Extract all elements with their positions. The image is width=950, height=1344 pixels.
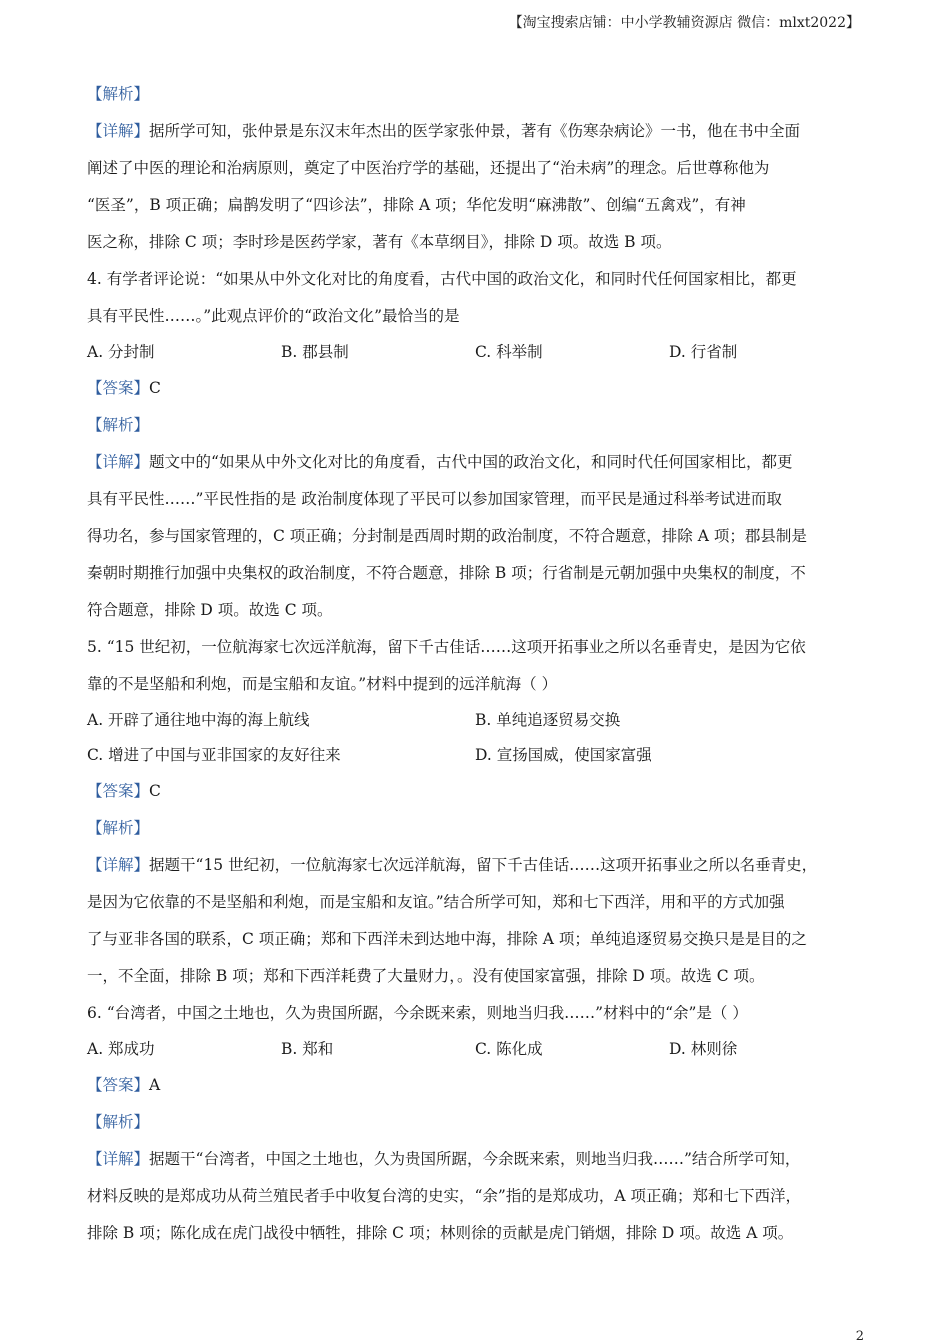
detail-line: 排除 B 项；陈化成在虎门战役中牺牲，排除 C 项；林则徐的贡献是虎门销烟，排除 D 项。故选 A 项。 [87, 1224, 794, 1242]
detail-line: 具有平民性……”平民性指的是 政治制度体现了平民可以参加国家管理，而平民是通过科举考试进而取 [87, 490, 782, 508]
question-4-stem: 具有平民性……。”此观点评价的“政治文化”最恰当的是 [87, 307, 460, 325]
option-d: D. 宣扬国威，使国家富强 [475, 746, 652, 764]
option-d: D. 行省制 [669, 343, 738, 361]
option-b: B. 单纯追逐贸易交换 [475, 711, 621, 729]
detail-line: 【详解】题文中的“如果从中外文化对比的角度看，古代中国的政治文化，和同时代任何国家相比，都更 [87, 453, 793, 471]
question-6-options [87, 1032, 877, 1067]
question-5-options [87, 738, 877, 773]
option-b: B. 郑和 [281, 1040, 334, 1058]
question-6-stem: 6. “台湾者，中国之土地也，久为贵国所踞，今余既来索，则地当归我……”材料中的“余”是（ ） [87, 1004, 748, 1022]
detail-line: 秦朝时期推行加强中央集权的政治制度，不符合题意，排除 B 项；行省制是元朝加强中央集权的制度，不 [87, 564, 806, 582]
detail-line: 符合题意，排除 D 项。故选 C 项。 [87, 601, 333, 619]
detail-line: 材料反映的是郑成功从荷兰殖民者手中收复台湾的史实，“余”指的是郑成功，A 项正确；郑和七下西洋， [87, 1187, 801, 1205]
detail-line: 了与亚非各国的联系，C 项正确；郑和下西洋未到达地中海，排除 A 项；单纯追逐贸易交换只是是目的之 [87, 930, 807, 948]
question-4-stem: 4. 有学者评论说：“如果从中外文化对比的角度看，古代中国的政治文化，和同时代任何国家相比，都更 [87, 270, 797, 288]
question-5-stem: 5. “15 世纪初，一位航海家七次远洋航海，留下千古佳话……这项开拓事业之所以名垂青史，是因为它依 [87, 638, 806, 656]
analysis-label: 【解析】 [87, 416, 150, 434]
analysis-label: 【解析】 [87, 819, 150, 837]
detail-line: 阐述了中医的理论和治病原则，奠定了中医治疗学的基础，还提出了“治未病”的理念。后世尊称他为 [87, 159, 770, 177]
option-b: B. 郡县制 [281, 343, 349, 361]
option-c: C. 陈化成 [475, 1040, 543, 1058]
option-a: A. 分封制 [87, 343, 155, 361]
page-header: 【淘宝搜索店铺：中小学教辅资源店 微信：mlxt2022】 [508, 15, 860, 31]
answer-line: 【答案】C [87, 379, 161, 397]
detail-line: 得功名，参与国家管理的，C 项正确；分封制是西周时期的政治制度，不符合题意，排除 A 项；郡县制是 [87, 527, 807, 545]
detail-line: 【详解】据题干“台湾者，中国之土地也，久为贵国所踞，今余既来索，则地当归我……”结合所学可知， [87, 1150, 801, 1168]
question-5-options [87, 703, 877, 738]
detail-line: 医之称，排除 C 项；李时珍是医药学家，著有《本草纲目》，排除 D 项。故选 B 项。 [87, 233, 672, 251]
question-5-stem: 靠的不是坚船和利炮，而是宝船和友谊。”材料中提到的远洋航海（ ） [87, 675, 558, 693]
option-a: A. 郑成功 [87, 1040, 155, 1058]
detail-line: 【详解】据题干“15 世纪初，一位航海家七次远洋航海，留下千古佳话……这项开拓事业之所以名垂青史， [87, 856, 818, 874]
question-4-options [87, 335, 877, 370]
document-body [87, 76, 877, 1252]
analysis-label: 【解析】 [87, 85, 150, 103]
analysis-label: 【解析】 [87, 1113, 150, 1131]
detail-line: “医圣”，B 项正确；扁鹊发明了“四诊法”，排除 A 项；华佗发明“麻沸散”、创编“五禽戏”，有神 [87, 196, 746, 214]
answer-line: 【答案】A [87, 1076, 161, 1094]
page-number: 2 [855, 1329, 864, 1344]
option-c: C. 科举制 [475, 343, 543, 361]
answer-line: 【答案】C [87, 782, 161, 800]
detail-line: 是因为它依靠的不是坚船和利炮，而是宝船和友谊。”结合所学可知，郑和七下西洋，用和平的方式加强 [87, 893, 785, 911]
option-d: D. 林则徐 [669, 1040, 738, 1058]
option-a: A. 开辟了通往地中海的海上航线 [87, 711, 310, 729]
detail-line: 【详解】据所学可知，张仲景是东汉末年杰出的医学家张仲景，著有《伤寒杂病论》一书，他在书中全面 [87, 122, 801, 140]
detail-line: 一，不全面，排除 B 项；郑和下西洋耗费了大量财力，。没有使国家富强，排除 D 项。故选 C 项。 [87, 967, 765, 985]
option-c: C. 增进了中国与亚非国家的友好往来 [87, 746, 341, 764]
